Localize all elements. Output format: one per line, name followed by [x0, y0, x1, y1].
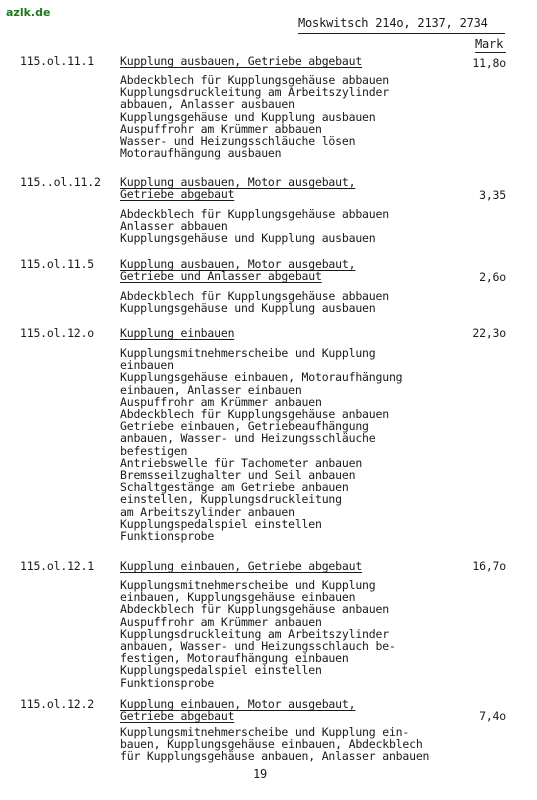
description-line: Kupplungsgehäuse und Kupplung ausbauen [120, 301, 376, 316]
description-line: Kupplungsgehäuse und Kupplung ausbauen [120, 109, 376, 124]
description-line: Kupplungsgehäuse und Kupplung ausbauen [120, 231, 376, 246]
entry-title-line: Kupplung einbauen, Getriebe abgebaut [120, 559, 363, 573]
description-line: Abdeckblech für Kupplungsgehäuse abbauen [120, 207, 389, 221]
description-line: Wasser- und Heizungsschläuche lösen [120, 134, 356, 149]
description-line: Abdeckblech für Kupplungsgehäuse abbauen [120, 73, 389, 87]
entry-title [120, 327, 234, 339]
description-line: Kupplungsmitnehmerscheibe und Kupplung [120, 346, 376, 360]
entry-price: 3,35 [479, 188, 506, 202]
watermark-logo: azlk.de [6, 6, 51, 19]
entry-title [120, 55, 362, 67]
description-line: Kupplungspedalspiel einstellen [120, 663, 322, 678]
entry-title-line: Kupplung ausbauen, Getriebe abgebaut [120, 54, 363, 68]
entry-code: 115.ol.12.1 [20, 559, 94, 573]
description-line: Schaltgestänge am Getriebe anbauen [120, 480, 349, 495]
entry-title-line: Getriebe abgebaut [120, 709, 235, 724]
description-line: für Kupplungsgehäuse anbauen, Anlasser anbauen [120, 749, 430, 764]
entry-code: 115.ol.12.2 [20, 697, 94, 711]
description-line: Anlasser abbauen [120, 219, 228, 234]
description-line: einstellen, Kupplungsdruckleitung [120, 492, 342, 507]
description-line: einbauen [120, 358, 174, 373]
page-number: 19 [253, 767, 268, 781]
entry-code: 115.ol.11.1 [20, 54, 94, 68]
description-line: anbauen, Wasser- und Heizungsschlauch be- [120, 639, 396, 654]
description-line: Kupplungsdruckleitung am Arbeitszylinder [120, 626, 389, 641]
description-line: Kupplungsdruckleitung am Arbeitszylinder [120, 85, 389, 100]
description-line: Funktionsprobe [120, 529, 215, 544]
description-line: Funktionsprobe [120, 675, 215, 690]
description-line: Motoraufhängung ausbauen [120, 146, 282, 161]
price-column-underline [475, 52, 506, 53]
entry-title-line: Kupplung ausbauen, Motor ausgebaut, [120, 257, 356, 271]
entry-title-line: Getriebe abgebaut [120, 187, 235, 202]
page-header-title: Moskwitsch 214o, 2137, 2734 [298, 16, 488, 30]
entry-title-line: Kupplung einbauen [120, 326, 235, 340]
description-line: Antriebswelle für Tachometer anbauen [120, 455, 363, 470]
entry-description [120, 208, 389, 245]
description-line: Kupplungspedalspiel einstellen [120, 516, 322, 531]
entry-title-line: Getriebe und Anlasser abgebaut [120, 269, 322, 284]
entry-title [120, 176, 355, 200]
description-line: am Arbeitszylinder anbauen [120, 504, 295, 519]
entry-description [120, 579, 396, 689]
description-line: Bremsseilzughalter und Seil anbauen [120, 468, 356, 483]
description-line: anbauen, Wasser- und Heizungsschläuche [120, 431, 376, 446]
entry-description [120, 726, 429, 763]
entry-code: 115..ol.11.2 [20, 175, 101, 189]
description-line: befestigen [120, 443, 188, 458]
entry-description [120, 74, 389, 159]
description-line: einbauen, Anlasser einbauen [120, 382, 302, 397]
entry-title-line: Kupplung ausbauen, Motor ausgebaut, [120, 175, 356, 189]
entry-code: 115.ol.12.o [20, 326, 94, 340]
description-line: bauen, Kupplungsgehäuse einbauen, Abdeckblech [120, 737, 423, 752]
entry-description [120, 290, 389, 314]
description-line: Auspuffrohr am Krümmer anbauen [120, 614, 322, 629]
description-line: Abdeckblech für Kupplungsgehäuse anbauen [120, 407, 389, 422]
entry-title [120, 698, 355, 722]
entry-price: 11,8o [472, 56, 506, 70]
entry-price: 22,3o [472, 326, 506, 340]
description-line: einbauen, Kupplungsgehäuse einbauen [120, 590, 356, 605]
price-column-label: Mark [475, 37, 504, 51]
description-line: abbauen, Anlasser ausbauen [120, 97, 295, 112]
description-line: Kupplungsmitnehmerscheibe und Kupplung ein- [120, 725, 410, 739]
entry-price: 2,6o [479, 270, 506, 284]
header-underline [298, 33, 505, 34]
entry-code: 115.ol.11.5 [20, 257, 94, 271]
description-line: Abdeckblech für Kupplungsgehäuse anbauen [120, 602, 389, 617]
description-line: Kupplungsmitnehmerscheibe und Kupplung [120, 578, 376, 592]
entry-title-line: Kupplung einbauen, Motor ausgebaut, [120, 697, 356, 711]
description-line: festigen, Motoraufhängung einbauen [120, 651, 349, 666]
description-line: Abdeckblech für Kupplungsgehäuse abbauen [120, 289, 389, 303]
entry-title [120, 258, 355, 282]
description-line: Auspuffrohr am Krümmer anbauen [120, 394, 322, 409]
description-line: Auspuffrohr am Krümmer abbauen [120, 121, 322, 136]
entry-price: 16,7o [472, 559, 506, 573]
entry-price: 7,4o [479, 709, 506, 723]
entry-title [120, 560, 362, 572]
entry-description [120, 347, 402, 542]
description-line: Getriebe einbauen, Getriebeaufhängung [120, 419, 369, 434]
description-line: Kupplungsgehäuse einbauen, Motoraufhängung [120, 370, 403, 385]
